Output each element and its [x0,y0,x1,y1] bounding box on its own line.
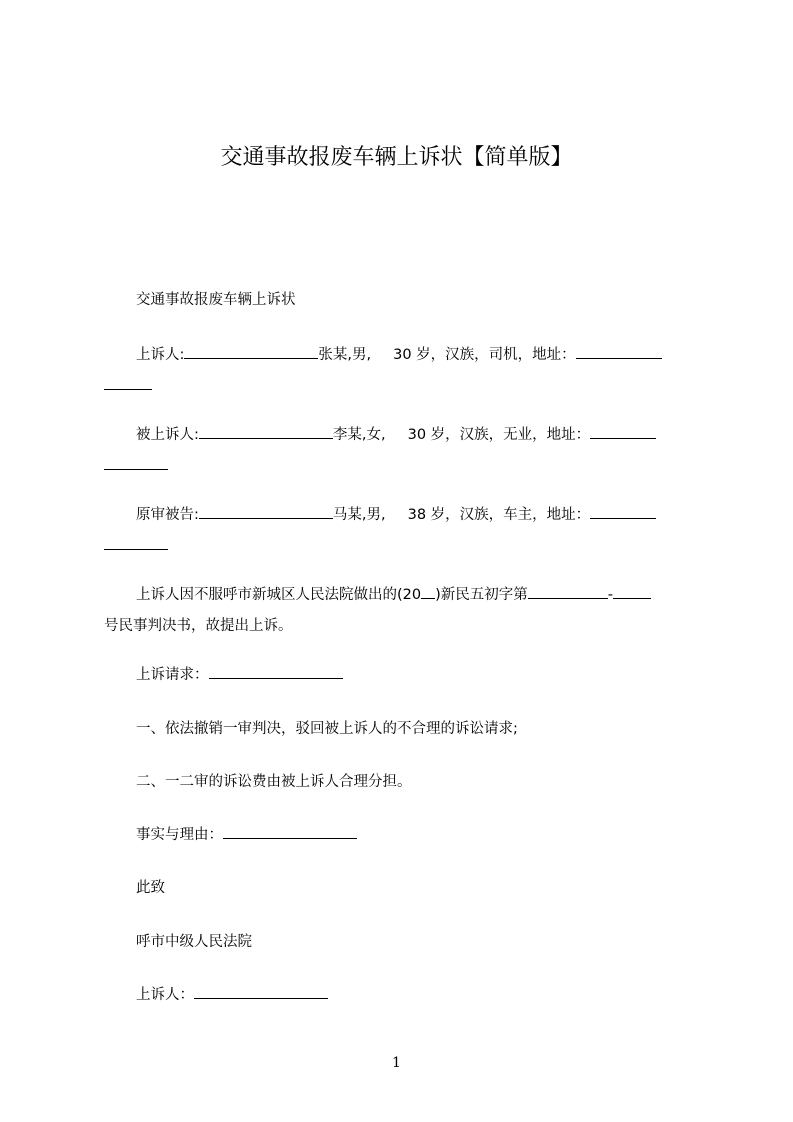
appellant-label: 上诉人: [136,347,185,363]
appellee-label: 被上诉人: [136,427,199,443]
facts-paragraph [104,820,702,851]
appellant-name: 张某,男, [318,347,372,363]
appellant-address-blank-cont [104,375,152,390]
case-number-suffix-blank [613,584,651,599]
appellee-address-blank [590,424,656,439]
original-defendant-address-blank [590,504,656,519]
original-defendant-blank [199,504,333,519]
appeal-reason-part3: - [607,587,614,603]
request-paragraph [104,660,702,691]
original-defendant-paragraph [104,500,702,562]
court-name: 呼市中级人民法院 [136,934,252,950]
appeal-reason-part1: 上诉人因不服呼市新城区人民法院做出的(20 [136,587,422,603]
appellant-details: 岁，汉族，司机，地址： [416,347,576,363]
facts-label: 事实与理由： [136,827,223,843]
request-item-2-text: 二、一二审的诉讼费由被上诉人合理分担。 [136,774,412,790]
appellee-name: 李某,女, [332,427,386,443]
request-item-2 [104,767,702,798]
case-number-blank [528,584,608,599]
original-defendant-age: 38 [407,507,427,523]
appeal-reason-part4: 号民事判决书，故提出上诉。 [104,618,293,634]
original-defendant-name: 马某,男, [332,507,386,523]
appellant-address-blank [576,344,662,359]
court-paragraph [104,927,702,958]
subtitle-text: 交通事故报废车辆上诉状 [136,292,296,308]
appellee-paragraph [104,420,702,482]
original-defendant-address-blank-cont [104,535,168,550]
page-number: 1 [392,1055,401,1071]
closing-text: 此致 [136,880,165,896]
request-item-1-text: 一、依法撤销一审判决，驳回被上诉人的不合理的诉讼请求; [136,721,518,737]
year-blank [421,584,435,599]
signature-paragraph [104,980,702,1011]
document-title: 交通事故报废车辆上诉状【简单版】 [220,145,573,170]
signature-label: 上诉人： [136,987,194,1003]
closing-paragraph [104,873,702,904]
appellee-address-blank-cont [104,455,168,470]
original-defendant-label: 原审被告: [136,507,199,523]
request-blank [209,664,343,679]
appeal-reason-part2: )新民五初字第 [435,587,528,603]
appellant-blank [184,344,318,359]
request-label: 上诉请求： [136,667,209,683]
signature-blank [194,984,328,999]
appellee-age: 30 [407,427,427,443]
facts-blank [223,824,357,839]
original-defendant-details: 岁，汉族，车主，地址： [430,507,591,523]
appellee-details: 岁，汉族，无业，地址： [430,427,591,443]
document-subtitle [104,285,702,316]
request-item-1 [104,714,702,745]
appellant-age: 30 [393,347,412,363]
appellee-blank [199,424,333,439]
appeal-reason-paragraph [104,580,702,642]
appellant-paragraph [104,340,702,402]
